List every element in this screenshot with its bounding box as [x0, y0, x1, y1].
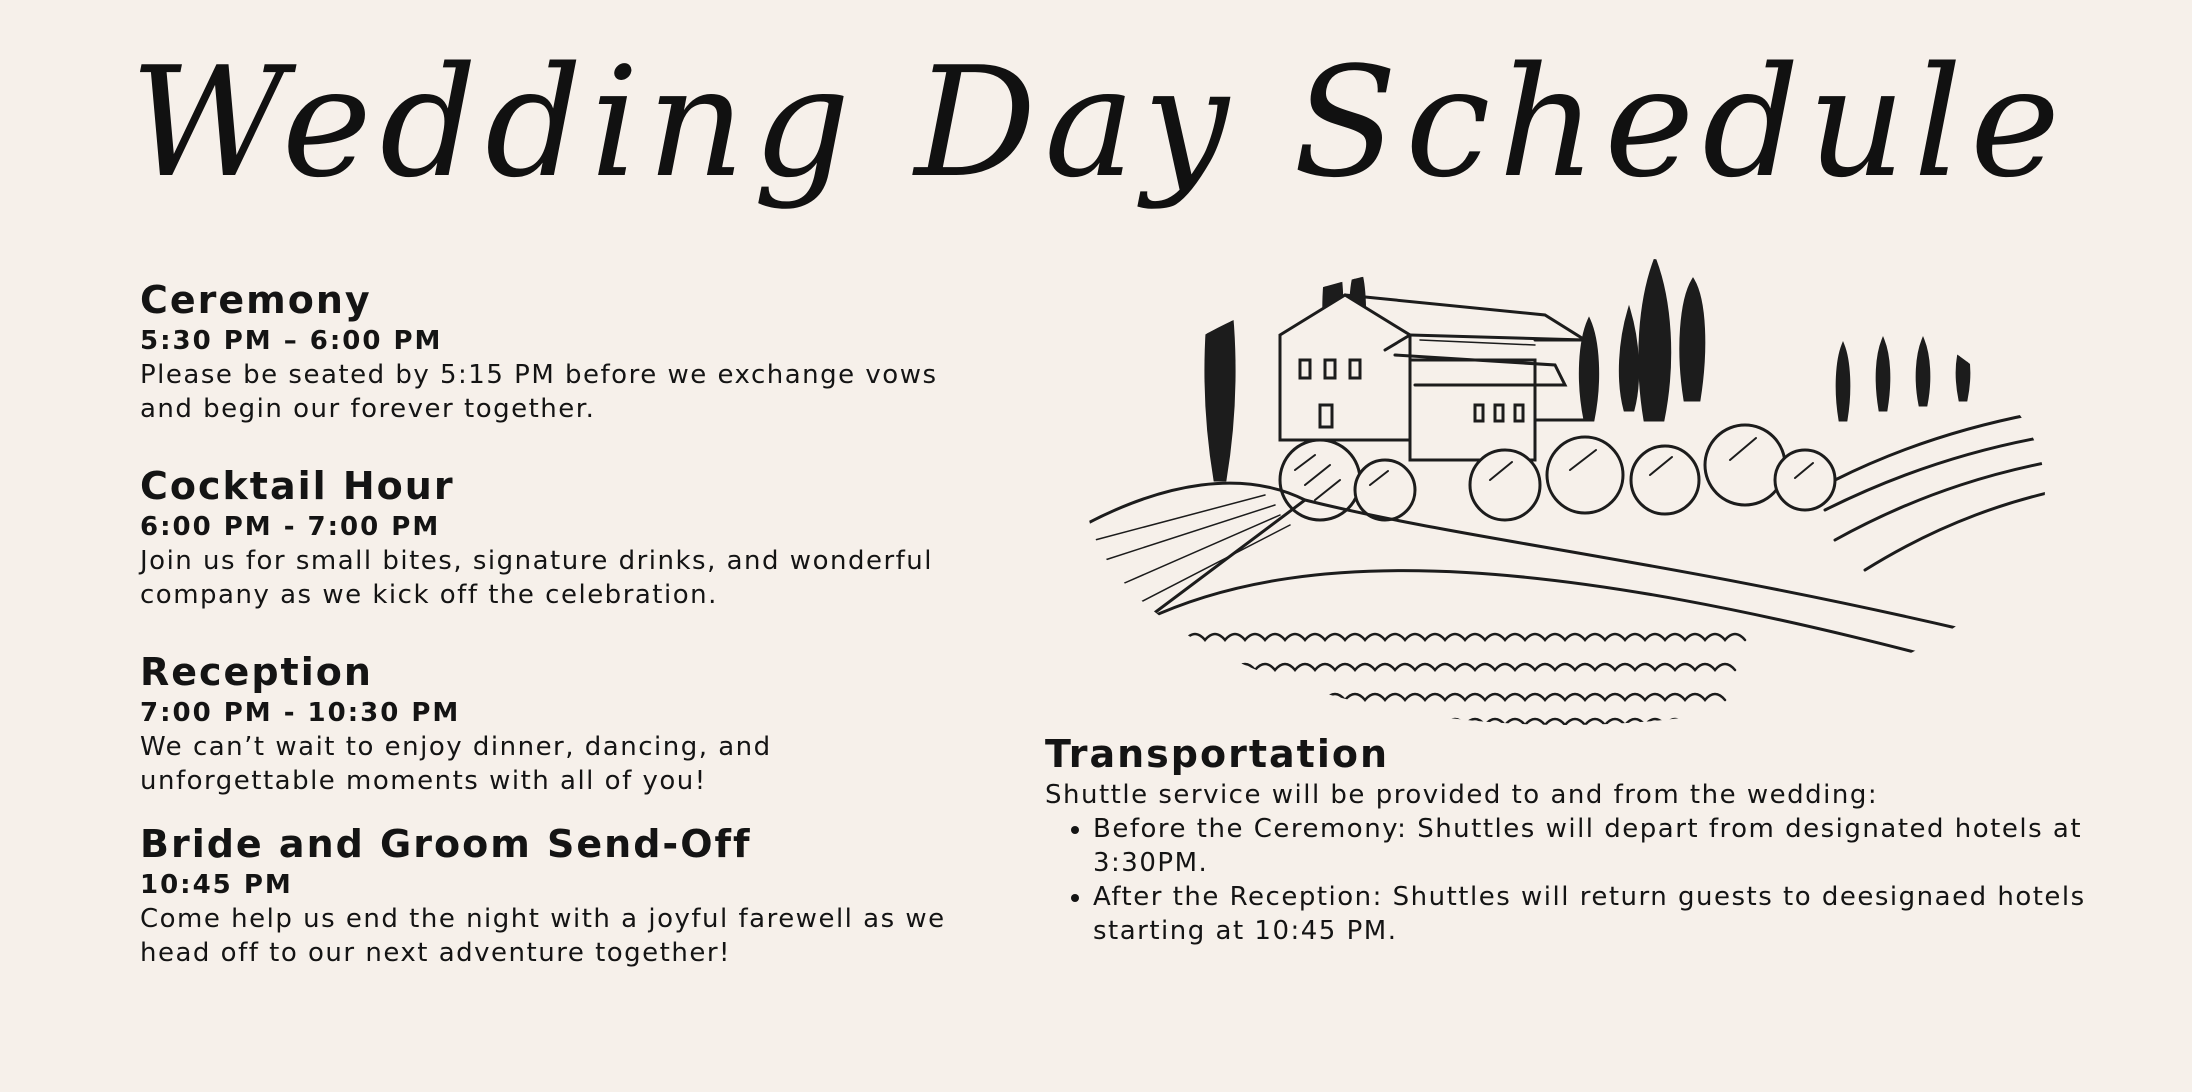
event-name: Reception	[140, 650, 373, 694]
event-reception	[140, 648, 970, 798]
event-cocktail-hour	[140, 462, 970, 612]
event-ceremony	[140, 276, 970, 426]
transportation-heading: Transportation	[1045, 732, 1390, 776]
event-description: We can’t wait to enjoy dinner, dancing, and unforgettable moments with all of you!	[140, 732, 772, 796]
event-name: Cocktail Hour	[140, 464, 455, 508]
list-item: • After the Reception: Shuttles will return guests to deesignaed hotels starting at 10:45 PM.	[1093, 880, 2125, 948]
transportation-intro: Shuttle service will be provided to and from the wedding:	[1045, 780, 1879, 810]
event-description: Come help us end the night with a joyful farewell as we head off to our next adventure together!	[140, 904, 946, 968]
event-send-off	[140, 820, 970, 970]
event-description: Join us for small bites, signature drinks, and wonderful company as we kick off the celebration.	[140, 546, 933, 610]
schedule-list	[140, 276, 970, 1006]
vineyard-villa-illustration	[1065, 240, 2065, 740]
event-time: 10:45 PM	[140, 870, 293, 900]
vineyard-sketch-icon	[1065, 240, 2065, 740]
event-time: 7:00 PM - 10:30 PM	[140, 698, 461, 728]
page-title: Wedding Day Schedule	[130, 34, 2069, 211]
event-time: 5:30 PM – 6:00 PM	[140, 326, 443, 356]
event-name: Bride and Groom Send-Off	[140, 822, 752, 866]
event-time: 6:00 PM - 7:00 PM	[140, 512, 441, 542]
list-item: • Before the Ceremony: Shuttles will depart from designated hotels at 3:30PM.	[1093, 812, 2125, 880]
event-name: Ceremony	[140, 278, 372, 322]
transportation-section	[1045, 730, 2125, 948]
transportation-list	[1045, 812, 2125, 948]
event-description: Please be seated by 5:15 PM before we exchange vows and begin our forever together.	[140, 360, 938, 424]
